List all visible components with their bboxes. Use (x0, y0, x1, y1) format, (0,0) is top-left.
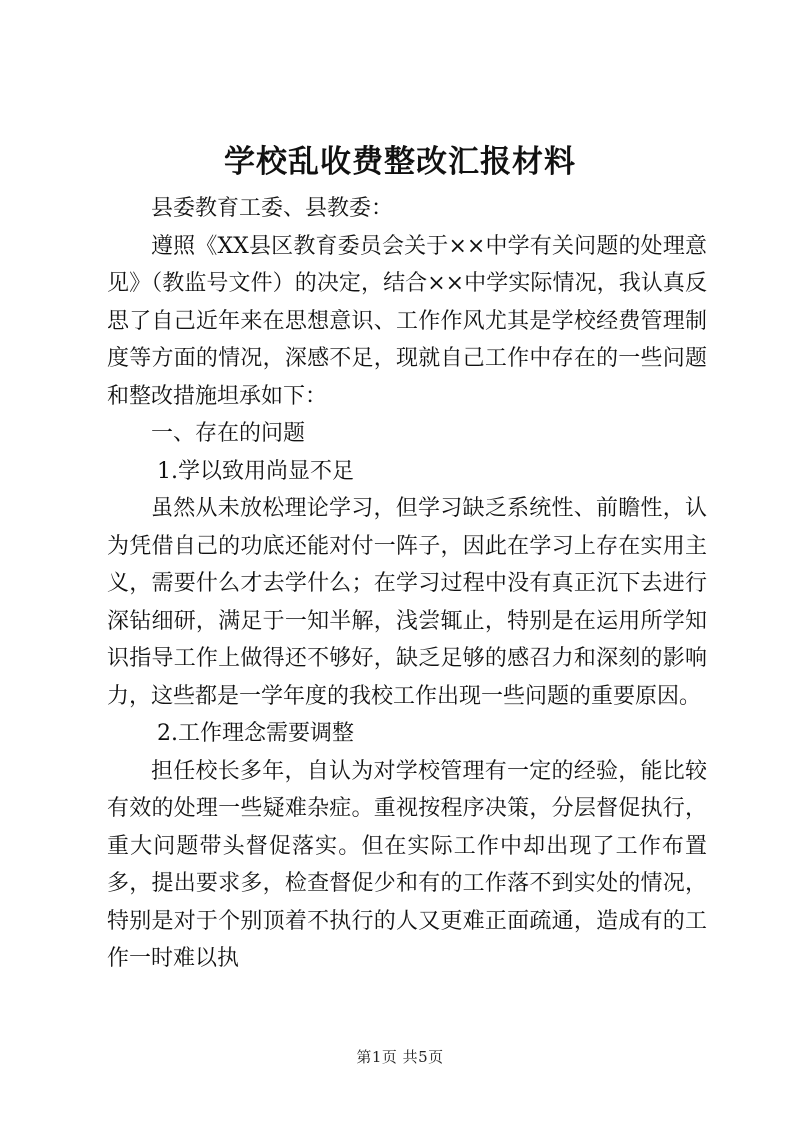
work-concept-paragraph: 担任校长多年，自认为对学校管理有一定的经验，能比较有效的处理一些疑难杂症。重视按程序决策，分层督促执行，重大问题带头督促落实。但在实际工作中却出现了工作布置多，提出要求多，检查督促少和有的工作落不到实处的情况，特别是对于个别顶着不执行的人又更难正面疏通，造成有的工作一时难以执 (107, 758, 707, 971)
subheading-work-concept: 2.工作理念需要调整 (157, 721, 354, 746)
subheading-study: 1.学以致用尚显不足 (157, 458, 354, 484)
intro-paragraph: 遵照《XX县区教育委员会关于××中学有关问题的处理意见》（教监号文件）的决定，结合××中学实际情况，我认真反思了自己近年来在思想意识、工作作风尤其是学校经费管理制度等方面的情况，深感不足，现就自己工作中存在的一些问题和整改措施坦承如下： (107, 233, 707, 409)
page-number-footer: 第1页 共5页 (356, 1048, 444, 1066)
study-paragraph: 虽然从未放松理论学习，但学习缺乏系统性、前瞻性，认为凭借自己的功底还能对付一阵子，因此在学习上存在实用主义，需要什么才去学什么；在学习过程中没有真正沉下去进行深钻细研，满足于一知半解，浅尝辄止，特别是在运用所学知识指导工作上做得还不够好，缺乏足够的感召力和深刻的影响力，这些都是一学年度的我校工作出现一些问题的重要原因。 (107, 496, 707, 709)
document-title: 学校乱收费整改汇报材料 (224, 144, 576, 180)
section-heading-problems: 一、存在的问题 (151, 421, 306, 446)
document-body (107, 190, 707, 978)
salutation-paragraph: 县委教育工委、县教委： (151, 196, 394, 221)
